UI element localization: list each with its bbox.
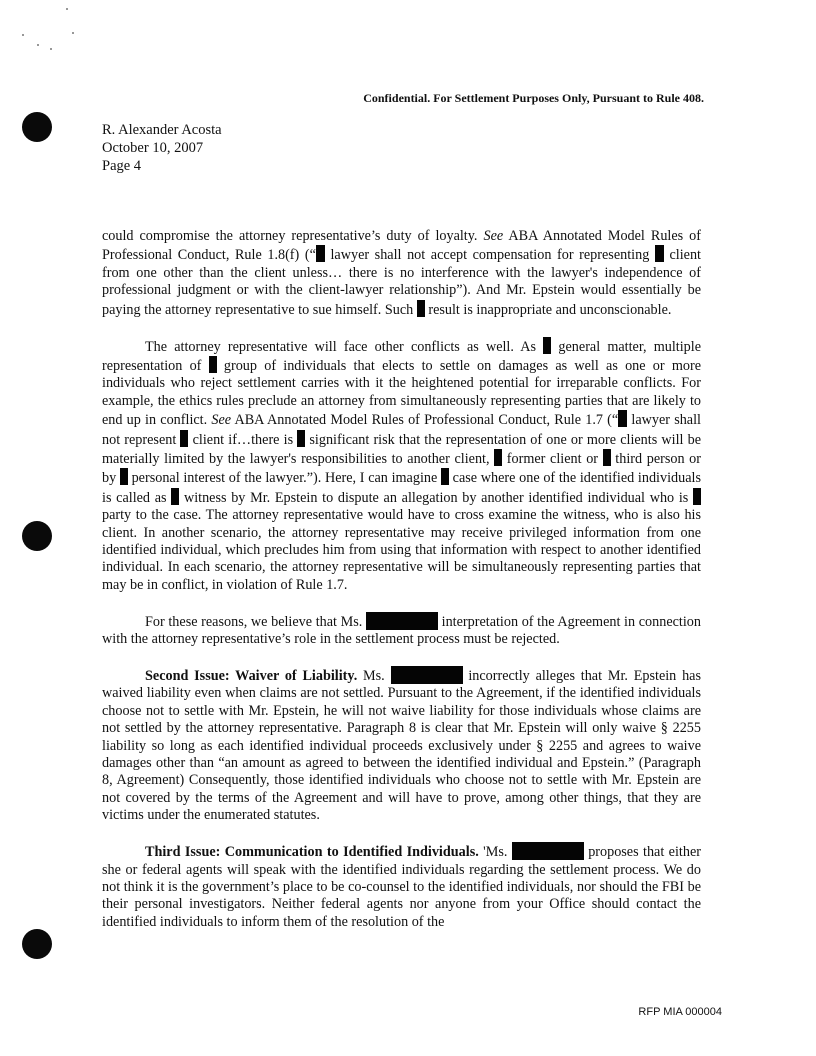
scan-speck	[37, 44, 39, 46]
redaction-box	[618, 410, 627, 427]
paragraph-2: The attorney representative will face other conflicts as well. As general matter, multiple representation of group of individuals that elects to settle on damages as well as one or more individuals who reject settlement carries with it the heightened potential for irreparable conflicts. For example, the ethics rules preclude an attorney from simultaneously representing parties that are likely to end up in conflict. See ABA Annotated Model Rules of Professional Conduct, Rule 1.7 (“ lawyer shall not represent client if…there is significant risk that the representation of one or more clients will be materially limited by the lawyer's responsibilities to another client, former client or third person or by personal interest of the lawyer.”). Here, I can imagine case where one of the identified individuals is called as witness by Mr. Epstein to dispute an allegation by another identified individual who is party to the case. The attorney representative would have to cross examine the witness, who is also his client. In another scenario, the attorney representative may receive privileged information from one identified individual, which precludes him from using that information with respect to another identified individual. In each scenario, the attorney representative will be simultaneously representing parties that may be in conflict, in violation of Rule 1.7.	[102, 338, 702, 593]
scan-speck	[66, 8, 68, 10]
binder-hole-3	[22, 929, 52, 959]
redaction-box	[209, 356, 217, 373]
redaction-box	[316, 245, 325, 262]
letter-header	[102, 121, 222, 175]
paragraph-3: For these reasons, we believe that Ms. interpretation of the Agreement in connection with the attorney representative’s role in the settlement process must be rejected.	[102, 613, 701, 648]
redaction-box	[603, 449, 611, 466]
binder-hole-1	[22, 112, 52, 142]
redaction-box	[494, 449, 502, 466]
paragraph-5: Third Issue: Communication to Identified Individuals. 'Ms. proposes that either she or federal agents will speak with the identified individuals regarding the settlement process. We do not think it is the government’s place to be co-counsel to the identified individuals, nor should the FBI be their personal investigators. Neither federal agents nor anyone from your Office should contact the identified individuals to inform them of the resolution of the	[102, 844, 701, 930]
redaction-box	[441, 468, 449, 485]
section-heading: Third Issue: Communication to Identified Individuals.	[145, 844, 479, 861]
redaction-box	[417, 300, 425, 317]
binder-hole-2	[22, 521, 52, 551]
section-heading: Second Issue: Waiver of Liability.	[145, 668, 358, 685]
bates-number: RFP MIA 000004	[638, 1006, 722, 1018]
letter-body	[102, 228, 701, 949]
recipient-name: R. Alexander Acosta	[102, 122, 222, 138]
letter-date: October 10, 2007	[102, 140, 204, 156]
scan-speck	[22, 34, 24, 36]
redaction-box	[512, 842, 584, 860]
paragraph-4: Second Issue: Waiver of Liability. Ms. incorrectly alleges that Mr. Epstein has waived liability even when claims are not settled. Pursuant to the Agreement, if the identified individuals choose not to settle with Mr. Epstein, he will not waive liability for those individuals whose claims are not settled by the attorney representative. Paragraph 8 is clear that Mr. Epstein will only waive § 2255 liability so long as each identified individual proceeds exclusively under § 2255 and agrees to waive damages other than “an amount as agreed to between the identified individual and Epstein.” (Paragraph 8, Agreement) Consequently, those identified individuals who choose not to settle with Mr. Epstein are not covered by the terms of the Agreement and will have to prove, among other things, that they are victims under the enumerated statutes.	[102, 668, 701, 824]
redaction-box	[655, 245, 664, 262]
page-number: Page 4	[102, 158, 142, 174]
redaction-box	[366, 612, 438, 630]
scan-speck	[72, 32, 74, 34]
paragraph-1: could compromise the attorney representative’s duty of loyalty. See ABA Annotated Model Rules of Professional Conduct, Rule 1.8(f) (“ lawyer shall not accept compensation for representing client from one other than the client unless… there is no interference with the lawyer's independence of professional judgment or with the client-lawyer relationship”). And Mr. Epstein would essentially be paying the attorney representative to sue himself. Such result is inappropriate and unconscionable.	[102, 228, 702, 318]
redaction-box	[693, 488, 701, 505]
confidential-notice: Confidential. For Settlement Purposes Only, Pursuant to Rule 408.	[363, 91, 704, 105]
scan-speck	[50, 48, 52, 50]
redaction-box	[120, 468, 128, 485]
redaction-box	[391, 666, 463, 684]
